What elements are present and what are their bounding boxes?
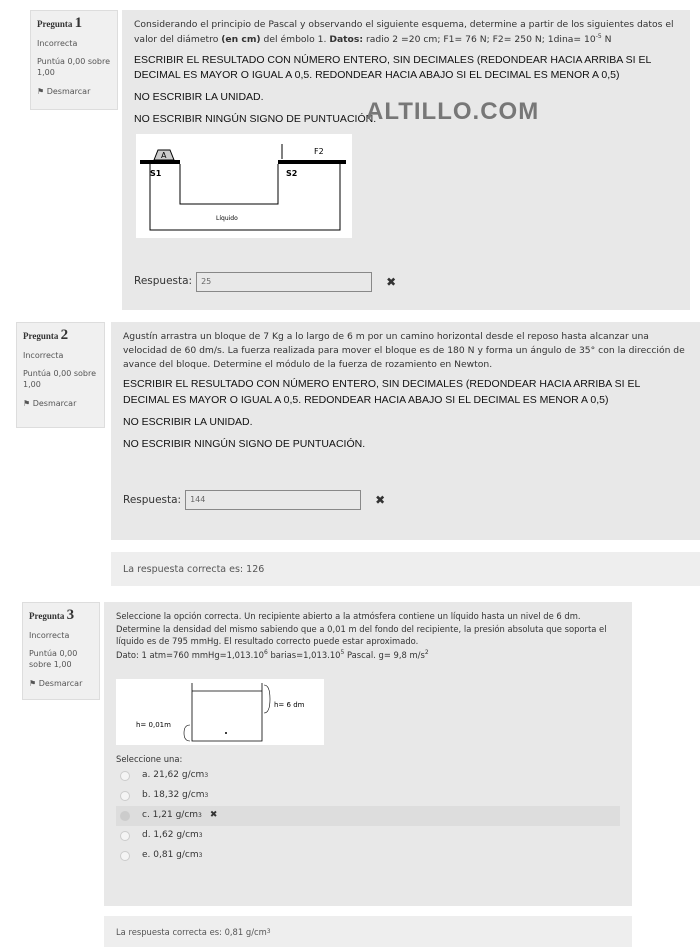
flag-icon: ⚑	[23, 398, 31, 408]
radio-button[interactable]	[120, 831, 130, 841]
incorrect-icon: ✖	[386, 274, 397, 289]
svg-text:h= 0,01m: h= 0,01m	[136, 721, 171, 730]
option-d[interactable]: d. 1,62 g/cm 3	[116, 826, 620, 846]
rule-no-punctuation: NO ESCRIBIR NINGÚN SIGNO DE PUNTUACIÓN.	[123, 437, 366, 450]
svg-text:A: A	[161, 150, 167, 160]
question-3-info	[22, 602, 100, 700]
radio-button[interactable]	[120, 771, 130, 781]
incorrect-icon: ✖	[209, 810, 218, 821]
rule-no-unit: NO ESCRIBIR LA UNIDAD.	[123, 415, 253, 428]
question-status: Incorrecta	[29, 631, 70, 640]
watermark: ALTILLO.COM	[366, 98, 540, 125]
svg-text:Líquido: Líquido	[216, 214, 238, 222]
svg-text:h= 6 dm: h= 6 dm	[274, 701, 305, 710]
pascal-diagram	[136, 134, 352, 238]
option-e[interactable]: e. 0,81 g/cm 3	[116, 846, 620, 866]
flag-icon: ⚑	[29, 678, 37, 688]
question-number: Pregunta 2	[23, 327, 69, 343]
question-number: Pregunta 3	[29, 607, 75, 623]
svg-text:S2: S2	[286, 168, 298, 178]
answer-row: Respuesta: 25 ✖	[134, 272, 678, 292]
radio-button[interactable]	[120, 791, 130, 801]
question-score: Puntúa 0,00 sobre 1,00	[29, 649, 78, 670]
answer-input[interactable]: 144	[185, 490, 361, 510]
answer-row: Respuesta: 144 ✖	[123, 490, 688, 510]
question-score: Puntúa 0,00 sobre 1,00	[23, 369, 97, 390]
correct-answer-feedback: La respuesta correcta es: 126	[111, 552, 700, 586]
question-1-content	[122, 10, 690, 310]
radio-button[interactable]	[120, 811, 130, 821]
svg-text:S1: S1	[150, 168, 162, 178]
question-score: Puntúa 0,00 sobre 1,00	[37, 57, 111, 78]
question-text: Agustín arrastra un bloque de 7 Kg a lo largo de 6 m por un camino horizontal desde el reposo hasta alcanzar una velocidad de 60 dm/s. La fuerza realizada para mover el bloque es de 180 N y forma un ángulo de 35° con la dirección de avance del bloque. Determine el módulo de la fuerza de rozamiento en Newton.	[123, 331, 685, 370]
rule-no-unit: NO ESCRIBIR LA UNIDAD.	[134, 91, 264, 104]
radio-button[interactable]	[120, 851, 130, 861]
unflag-button[interactable]: ⚑ Desmarcar	[29, 678, 83, 688]
question-1-info	[30, 10, 118, 110]
svg-text:F2: F2	[314, 146, 324, 156]
question-number: Pregunta 1	[37, 15, 83, 31]
question-status: Incorrecta	[37, 39, 78, 48]
correct-answer-feedback: La respuesta correcta es: 0,81 g/cm 3	[104, 916, 632, 947]
rule-no-punctuation: NO ESCRIBIR NINGÚN SIGNO DE PUNTUACIÓN.	[134, 112, 377, 125]
option-a[interactable]: a. 21,62 g/cm 3	[116, 766, 620, 786]
select-label: Seleccione una:	[116, 754, 183, 765]
question-2-info	[16, 322, 105, 428]
rule-rounding: ESCRIBIR EL RESULTADO CON NÚMERO ENTERO, SIN DECIMALES (REDONDEAR HACIA ARRIBA SI EL DECIMAL ES MAYOR O IGUAL A 0,5. REDONDEAR HACIA ABAJO SI EL DECIMAL ES MENOR A 0,5)	[134, 53, 651, 82]
container-diagram	[116, 679, 324, 745]
rule-rounding: ESCRIBIR EL RESULTADO CON NÚMERO ENTERO, SIN DECIMALES (REDONDEAR HACIA ARRIBA SI EL DECIMAL ES MAYOR O IGUAL A 0,5. REDONDEAR HACIA ABAJO SI EL DECIMAL ES MENOR A 0,5)	[123, 378, 640, 407]
question-status: Incorrecta	[23, 351, 64, 360]
flag-icon: ⚑	[37, 86, 45, 96]
unflag-button[interactable]: ⚑ Desmarcar	[37, 86, 91, 96]
incorrect-icon: ✖	[375, 493, 386, 508]
question-3-content	[104, 602, 632, 906]
question-data: Dato: 1 atm=760 $mmHg=1,013.10^6$ $barias=1,013.10^5$ Pascal. g= 9,8 $m/s^2$	[116, 648, 429, 660]
option-c-selected[interactable]: c. 1,21 g/cm 3 ✖	[116, 806, 620, 826]
question-text: Seleccione la opción correcta. Un recipiente abierto a la atmósfera contiene un líquido hasta un nivel de 6 dm. Determine la densidad del mismo sabiendo que a 0,01 m del fondo del recipiente, la presión absoluta que soporta el líquido es de 795 mmHg. El resultado correcto puede estar aproximado.	[116, 611, 607, 647]
question-2-content	[111, 322, 700, 540]
unflag-button[interactable]: ⚑ Desmarcar	[23, 398, 77, 408]
question-text: Considerando el principio de Pascal y observando el siguiente esquema, determine a partir de los siguientes datos el valor del diámetro (en cm) del émbolo 1. Datos: radio 2 =20 cm; F1= 76 N; F2= 250 N; 1dina= $10^{-5}$ N	[134, 19, 674, 45]
answer-input[interactable]: 25	[196, 272, 372, 292]
option-b[interactable]: b. 18,32 g/cm 3	[116, 786, 620, 806]
